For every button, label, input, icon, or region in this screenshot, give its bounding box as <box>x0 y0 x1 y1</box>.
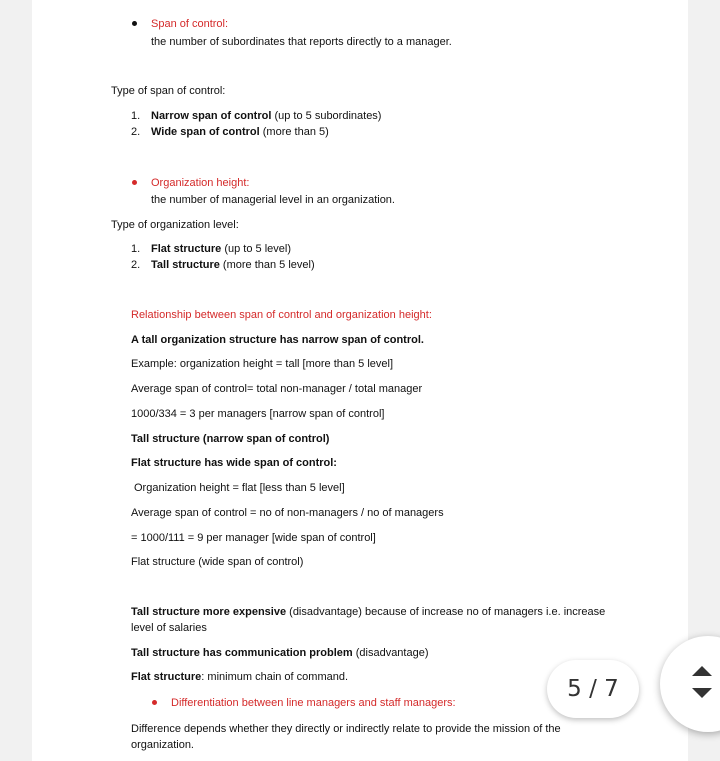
bullet-dot <box>152 700 157 705</box>
type-span-heading: Type of span of control: <box>111 85 226 97</box>
list-item-wide-span: Wide span of control (more than 5) <box>151 126 329 138</box>
tall-statement: A tall organization structure has narrow span of control. <box>131 334 424 346</box>
bullet-dot <box>132 180 137 185</box>
span-of-control-desc: the number of subordinates that reports directly to a manager. <box>151 36 452 48</box>
flat-chain-line: Flat structure: minimum chain of command. <box>131 671 349 683</box>
document-page <box>32 0 688 761</box>
page-indicator: 5 / 7 <box>547 660 639 718</box>
difference-line-2: organization. <box>131 739 194 751</box>
type-org-heading: Type of organization level: <box>111 219 239 231</box>
span-of-control-title: Span of control: <box>151 18 229 30</box>
tall-summary: Tall structure (narrow span of control) <box>131 433 330 445</box>
expensive-line: Tall structure more expensive (disadvantage) because of increase no of managers i.e. increase <box>131 606 606 618</box>
calc-1: 1000/334 = 3 per managers [narrow span of control] <box>131 408 385 420</box>
tall-example: Example: organization height = tall [more than 5 level] <box>131 358 394 370</box>
list-item-tall: Tall structure (more than 5 level) <box>151 259 315 271</box>
arrow-down-icon[interactable] <box>692 688 712 698</box>
relationship-heading: Relationship between span of control and organization height: <box>131 309 432 321</box>
difference-line-1: Difference depends whether they directly or indirectly relate to provide the mission of the <box>131 723 561 735</box>
flat-statement: Flat structure has wide span of control: <box>131 457 337 469</box>
arrow-up-icon[interactable] <box>692 666 712 676</box>
list-item-narrow-span: Narrow span of control (up to 5 subordinates) <box>151 110 382 122</box>
differentiation-title: Differentiation between line managers and staff managers: <box>171 697 456 709</box>
flat-example: Organization height = flat [less than 5 level] <box>134 482 345 494</box>
expensive-line-2: level of salaries <box>131 622 207 634</box>
list-number: 2. <box>131 126 141 138</box>
list-item-flat: Flat structure (up to 5 level) <box>151 243 291 255</box>
organization-height-desc: the number of managerial level in an organization. <box>151 194 395 206</box>
calc-2: = 1000/111 = 9 per manager [wide span of control] <box>131 532 376 544</box>
organization-height-title: Organization height: <box>151 177 250 189</box>
list-number: 2. <box>131 259 141 271</box>
list-number: 1. <box>131 243 141 255</box>
communication-line: Tall structure has communication problem (disadvantage) <box>131 647 429 659</box>
avg-span-formula-1: Average span of control= total non-manager / total manager <box>131 383 423 395</box>
list-number: 1. <box>131 110 141 122</box>
flat-summary: Flat structure (wide span of control) <box>131 556 304 568</box>
bullet-dot <box>132 21 137 26</box>
avg-span-formula-2: Average span of control = no of non-managers / no of managers <box>131 507 444 519</box>
